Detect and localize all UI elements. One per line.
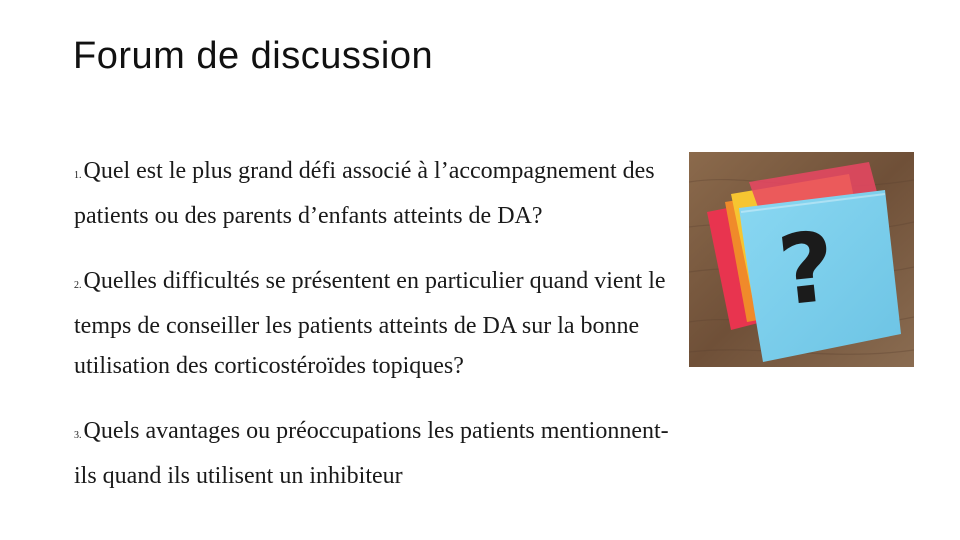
question-text: Quels avantages ou préoccupations les patients mentionnent-ils quand ils utilisent un inhibiteur <box>74 418 669 489</box>
question-mark-icon: ? <box>773 210 841 328</box>
sticky-notes-question-icon <box>689 152 914 367</box>
question-item <box>74 261 689 386</box>
question-item <box>74 151 689 236</box>
question-number: 1. <box>74 170 82 181</box>
question-text: Quel est le plus grand défi associé à l’accompagnement des patients ou des parents d’enfants atteints de DA? <box>74 158 655 229</box>
question-number: 3. <box>74 430 82 441</box>
sticky-notes-image <box>689 152 914 367</box>
question-item <box>74 411 689 496</box>
question-list <box>74 151 689 521</box>
question-text: Quelles difficultés se présentent en particulier quand vient le temps de conseiller les patients atteints de DA sur la bonne utilisation des corticostéroïdes topiques? <box>74 268 666 379</box>
slide-title: Forum de discussion <box>73 35 434 77</box>
question-number: 2. <box>74 280 82 291</box>
